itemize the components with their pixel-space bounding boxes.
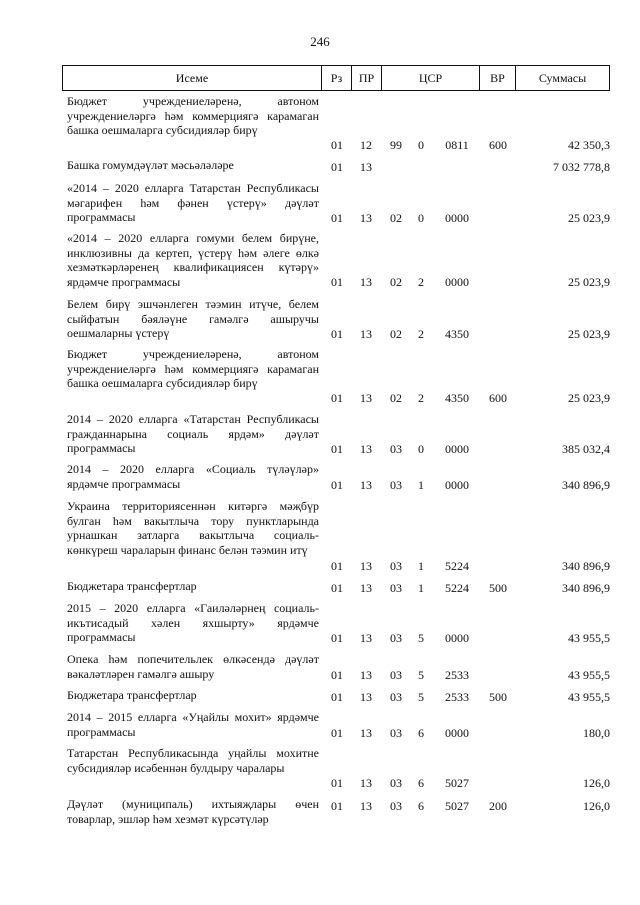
row-rz: 01 xyxy=(331,559,343,573)
row-sum: 180,0 xyxy=(583,726,610,740)
row-csr-program: 03 xyxy=(390,690,402,704)
table-row xyxy=(0,579,640,595)
table-row xyxy=(0,688,640,704)
row-name: Белем бирү эшчәнлеген тәэмин итүче, белем сыйфатын бәяләүне гамәлгә ашыручы оешмаларны үстерү xyxy=(67,297,319,341)
row-rz: 01 xyxy=(331,631,343,645)
row-vr: 600 xyxy=(489,138,507,152)
row-csr-code: 4350 xyxy=(445,391,469,405)
row-pr: 13 xyxy=(360,776,372,790)
row-name: Бюджетара трансфертлар xyxy=(67,579,197,593)
header-sum: Суммасы xyxy=(515,66,609,90)
header-rz: Рз xyxy=(321,66,351,90)
table-row xyxy=(0,412,640,456)
row-csr-program: 03 xyxy=(390,799,402,813)
row-name: 2014 – 2020 елларга «Социаль түләүләр» ярдәмче программасы xyxy=(67,462,319,491)
row-pr: 13 xyxy=(360,391,372,405)
row-csr-code: 0000 xyxy=(445,275,469,289)
row-pr: 13 xyxy=(360,275,372,289)
row-csr-program: 02 xyxy=(390,275,402,289)
row-sum: 7 032 778,8 xyxy=(553,160,610,174)
row-csr-subprogram: 5 xyxy=(418,668,424,682)
table-row xyxy=(0,462,640,492)
row-csr-program: 02 xyxy=(390,391,402,405)
row-sum: 25 023,9 xyxy=(568,211,610,225)
row-name: 2014 – 2020 елларга «Татарстан Республикасы гражданнарына социаль ярдәм» дәүләт программасы xyxy=(67,412,319,456)
row-csr-code: 5224 xyxy=(445,559,469,573)
row-csr-program: 03 xyxy=(390,442,402,456)
row-pr: 13 xyxy=(360,799,372,813)
row-pr: 13 xyxy=(360,442,372,456)
row-rz: 01 xyxy=(331,275,343,289)
row-csr-code: 0000 xyxy=(445,211,469,225)
row-sum: 25 023,9 xyxy=(568,391,610,405)
row-sum: 385 032,4 xyxy=(562,442,610,456)
row-csr-code: 0000 xyxy=(445,442,469,456)
row-sum: 43 955,5 xyxy=(568,631,610,645)
row-rz: 01 xyxy=(331,478,343,492)
row-rz: 01 xyxy=(331,668,343,682)
header-name: Исеме xyxy=(175,71,209,85)
row-sum: 43 955,5 xyxy=(568,690,610,704)
row-csr-subprogram: 1 xyxy=(418,559,424,573)
row-csr-code: 0000 xyxy=(445,478,469,492)
row-name: Украина территориясеннән китәргә мәҗбүр булган һәм вакытлыча тору пунктларында урнашкан затларга вакытлыча социаль-көнкүреш чараларын финанс белән тәэмин итү xyxy=(67,499,319,557)
row-csr-code: 5027 xyxy=(445,776,469,790)
row-csr-program: 03 xyxy=(390,631,402,645)
row-csr-subprogram: 0 xyxy=(418,138,424,152)
row-rz: 01 xyxy=(331,726,343,740)
row-name: Татарстан Республикасында уңайлы мохитне субсидияләр исәбеннән булдыру чаралары xyxy=(67,746,319,775)
table-row xyxy=(0,94,640,152)
row-sum: 126,0 xyxy=(583,799,610,813)
row-name: 2015 – 2020 елларга «Гаиләләрнең социаль-икътисадый хәлен яхшырту» ярдәмче программасы xyxy=(67,601,319,645)
table-row xyxy=(0,499,640,573)
row-sum: 43 955,5 xyxy=(568,668,610,682)
table-row xyxy=(0,746,640,790)
row-sum: 340 896,9 xyxy=(562,581,610,595)
row-name: 2014 – 2015 елларга «Уңайлы мохит» ярдәмче программасы xyxy=(67,710,319,739)
row-vr: 200 xyxy=(489,799,507,813)
row-pr: 13 xyxy=(360,559,372,573)
table-row xyxy=(0,347,640,405)
row-csr-program: 03 xyxy=(390,478,402,492)
row-csr-program: 03 xyxy=(390,776,402,790)
row-pr: 13 xyxy=(360,690,372,704)
row-csr-program: 02 xyxy=(390,211,402,225)
row-pr: 13 xyxy=(360,327,372,341)
table-row xyxy=(0,231,640,289)
row-csr-subprogram: 1 xyxy=(418,581,424,595)
row-name: «2014 – 2020 елларга гомуми белем бирүне, инклюзивны да кертеп, үстерү һәм әлеге өлкә хезмәткәрләренең квалификациясен күтәрү» ярдәмче программасы xyxy=(67,231,319,289)
row-rz: 01 xyxy=(331,211,343,225)
row-csr-code: 2533 xyxy=(445,690,469,704)
header-csr: ЦСР xyxy=(381,66,479,90)
row-csr-code: 2533 xyxy=(445,668,469,682)
row-pr: 13 xyxy=(360,726,372,740)
row-pr: 13 xyxy=(360,631,372,645)
row-csr-subprogram: 6 xyxy=(418,776,424,790)
row-csr-code: 0000 xyxy=(445,631,469,645)
row-sum: 126,0 xyxy=(583,776,610,790)
row-pr: 13 xyxy=(360,581,372,595)
row-name: Бюджет учреждениеләренә, автоном учреждениеләргә һәм коммерциягә карамаган башка оешмаларга субсидияләр бирү xyxy=(67,347,319,391)
row-csr-code: 5224 xyxy=(445,581,469,595)
row-pr: 13 xyxy=(360,668,372,682)
row-csr-subprogram: 2 xyxy=(418,327,424,341)
row-rz: 01 xyxy=(331,690,343,704)
header-vr: ВР xyxy=(479,66,515,90)
row-csr-subprogram: 1 xyxy=(418,478,424,492)
row-csr-subprogram: 6 xyxy=(418,799,424,813)
row-rz: 01 xyxy=(331,138,343,152)
row-rz: 01 xyxy=(331,442,343,456)
row-name: Дәүләт (муниципаль) ихтыяҗлары өчен товарлар, эшләр һәм хезмәт күрсәтүләр xyxy=(67,797,319,826)
row-name: Опека һәм попечительлек өлкәсендә дәүләт вәкаләтләрен гамәлгә ашыру xyxy=(67,652,319,681)
row-csr-subprogram: 2 xyxy=(418,391,424,405)
table-row xyxy=(0,601,640,645)
row-name: Башка гомумдәүләт мәсьәләләре xyxy=(67,158,234,172)
row-name: «2014 – 2020 елларга Татарстан Республикасы мәгарифен һәм фәнен үстерү» дәүләт программасы xyxy=(67,181,319,225)
row-rz: 01 xyxy=(331,160,343,174)
row-name: Бюджет учреждениеләренә, автоном учреждениеләргә һәм коммерциягә карамаган башка оешмаларга субсидияләр бирү xyxy=(67,94,319,138)
row-rz: 01 xyxy=(331,327,343,341)
row-csr-subprogram: 5 xyxy=(418,631,424,645)
row-vr: 600 xyxy=(489,391,507,405)
row-pr: 13 xyxy=(360,478,372,492)
row-csr-code: 0811 xyxy=(445,138,469,152)
row-csr-code: 0000 xyxy=(445,726,469,740)
row-sum: 25 023,9 xyxy=(568,275,610,289)
row-vr: 500 xyxy=(489,581,507,595)
page-number: 246 xyxy=(310,34,330,49)
row-csr-program: 03 xyxy=(390,726,402,740)
row-sum: 25 023,9 xyxy=(568,327,610,341)
row-pr: 13 xyxy=(360,211,372,225)
table-row xyxy=(0,710,640,740)
row-csr-code: 4350 xyxy=(445,327,469,341)
table-row xyxy=(0,158,640,174)
row-csr-program: 02 xyxy=(390,327,402,341)
row-rz: 01 xyxy=(331,581,343,595)
row-csr-subprogram: 0 xyxy=(418,442,424,456)
table-row xyxy=(0,297,640,341)
row-csr-code: 5027 xyxy=(445,799,469,813)
row-csr-subprogram: 2 xyxy=(418,275,424,289)
row-csr-subprogram: 5 xyxy=(418,690,424,704)
row-rz: 01 xyxy=(331,391,343,405)
row-csr-subprogram: 6 xyxy=(418,726,424,740)
row-sum: 42 350,3 xyxy=(568,138,610,152)
row-rz: 01 xyxy=(331,799,343,813)
table-row xyxy=(0,652,640,682)
row-name: Бюджетара трансфертлар xyxy=(67,688,197,702)
header-pr: ПР xyxy=(351,66,381,90)
row-pr: 13 xyxy=(360,160,372,174)
row-csr-program: 03 xyxy=(390,581,402,595)
row-sum: 340 896,9 xyxy=(562,559,610,573)
row-sum: 340 896,9 xyxy=(562,478,610,492)
row-pr: 12 xyxy=(360,138,372,152)
row-csr-program: 03 xyxy=(390,668,402,682)
row-rz: 01 xyxy=(331,776,343,790)
row-csr-program: 99 xyxy=(390,138,402,152)
table-row xyxy=(0,181,640,225)
row-csr-subprogram: 0 xyxy=(418,211,424,225)
row-csr-program: 03 xyxy=(390,559,402,573)
row-vr: 500 xyxy=(489,690,507,704)
table-row xyxy=(0,797,640,826)
